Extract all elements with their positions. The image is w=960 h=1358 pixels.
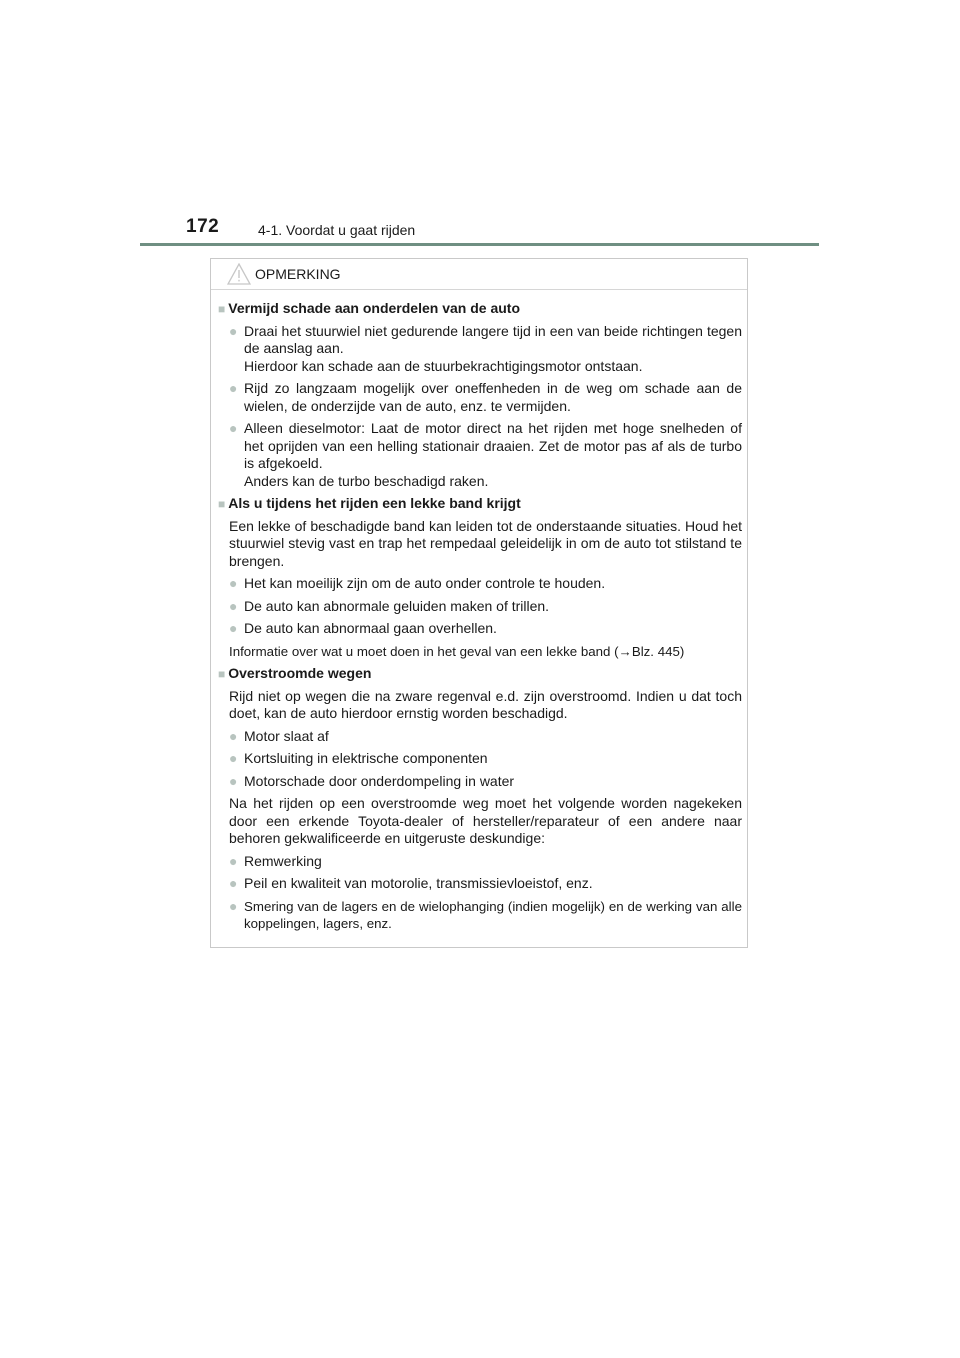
circle-bullet-icon: ● [229, 420, 238, 436]
square-bullet-icon: ■ [218, 302, 226, 316]
notice-header [211, 259, 747, 290]
section-heading-text: Vermijd schade aan onderdelen van de auto [228, 300, 521, 316]
notice-label: OPMERKING [255, 266, 341, 282]
list-item [229, 575, 742, 593]
circle-bullet-icon: ● [229, 322, 238, 339]
list-item [229, 875, 742, 893]
bullet-text: Motorschade door onderdompeling in water [244, 772, 515, 789]
section-intro: Een lekke of beschadigde band kan leiden tot de onderstaande situaties. Houd het stuurwiel stevig vast en trap het rempedaal geleidelijk in om de auto tot stilstand te brengen. [229, 517, 742, 569]
bullet-text: Draai het stuurwiel niet gedurende langere tijd in een van beide richtingen tegen de aanslag aan. [244, 322, 742, 356]
bullet-text: Smering van de lagers en de wielophanging (indien mogelijk) en de werking van alle koppelingen, lagers, enz. [244, 898, 742, 931]
list-item [229, 853, 742, 871]
bullet-text: Het kan moeilijk zijn om de auto onder controle te houden. [244, 575, 606, 591]
list-item [229, 773, 742, 791]
section-title-heading [218, 665, 742, 684]
page-reference-link[interactable]: Informatie over wat u moet doen in het geval van een lekke band (→Blz. 445) [229, 643, 685, 659]
circle-bullet-icon: ● [229, 897, 238, 914]
list-item [229, 620, 742, 638]
bullet-text: Alleen dieselmotor: Laat de motor direct na het rijden met hoge snelheden of het oprijden van een helling stationair draaien. Zet de motor pas af als de turbo is afgekoeld. [244, 420, 742, 471]
section-middle-text: Na het rijden op een overstroomde weg moet het volgende worden nagekeken door een erkende Toyota-dealer of hersteller/reparateur of een andere naar behoren gekwalificeerde en uitgeruste deskundige: [229, 795, 742, 846]
square-bullet-icon: ■ [218, 497, 226, 511]
bullet-subtext: Hierdoor kan schade aan de stuurbekrachtigingsmotor ontstaan. [244, 357, 643, 374]
list-item [229, 898, 742, 933]
bullet-text: Kortsluiting in elektrische componenten [244, 750, 488, 766]
section-intro: Rijd niet op wegen die na zware regenval e.d. zijn overstroomd. Indien u dat toch doet, kan de auto hierdoor ernstig worden beschadigd. [229, 687, 742, 721]
circle-bullet-icon: ● [229, 575, 238, 591]
list-item [229, 598, 742, 616]
section-title-heading [218, 300, 742, 319]
circle-bullet-icon: ● [229, 597, 238, 614]
page-number: 172 [186, 216, 220, 237]
bullet-text: Remwerking [244, 852, 322, 869]
list-item [229, 728, 742, 746]
square-bullet-icon: ■ [218, 667, 226, 681]
circle-bullet-icon: ● [229, 727, 238, 744]
bullet-text: De auto kan abnormale geluiden maken of trillen. [244, 597, 550, 614]
bullet-list [229, 323, 742, 491]
circle-bullet-icon: ● [229, 852, 238, 869]
circle-bullet-icon: ● [229, 750, 238, 766]
circle-bullet-icon: ● [229, 620, 238, 636]
circle-bullet-icon: ● [229, 875, 238, 891]
bullet-text: De auto kan abnormaal gaan overhellen. [244, 620, 497, 636]
section-parts-damage [218, 300, 742, 490]
section-heading-text: Overstroomde wegen [228, 665, 372, 681]
list-item [229, 420, 742, 490]
warning-triangle-icon [227, 263, 251, 285]
circle-bullet-icon: ● [229, 380, 238, 396]
bullet-text: Motor slaat af [244, 727, 329, 744]
header-rule [140, 243, 819, 246]
section-title-heading [218, 495, 742, 514]
list-item [229, 323, 742, 376]
section-flooded-roads [218, 665, 742, 933]
section-heading-text: Als u tijdens het rijden een lekke band krijgt [228, 495, 521, 511]
bullet-list [229, 575, 742, 638]
bullet-list [229, 728, 742, 791]
section-flat-tire [218, 495, 742, 660]
bullet-text: Rijd zo langzaam mogelijk over oneffenheden in de weg om schade aan de wielen, de onderzijde van de auto, enz. te vermijden. [244, 380, 742, 414]
bullet-subtext: Anders kan de turbo beschadigd raken. [244, 472, 489, 489]
notice-body [211, 290, 747, 933]
bullet-list [229, 853, 742, 933]
list-item [229, 380, 742, 415]
list-item [229, 750, 742, 768]
section-title: 4-1. Voordat u gaat rijden [258, 222, 416, 238]
circle-bullet-icon: ● [229, 772, 238, 789]
bullet-text: Peil en kwaliteit van motorolie, transmissievloeistof, enz. [244, 875, 593, 891]
notice-box [210, 258, 748, 948]
